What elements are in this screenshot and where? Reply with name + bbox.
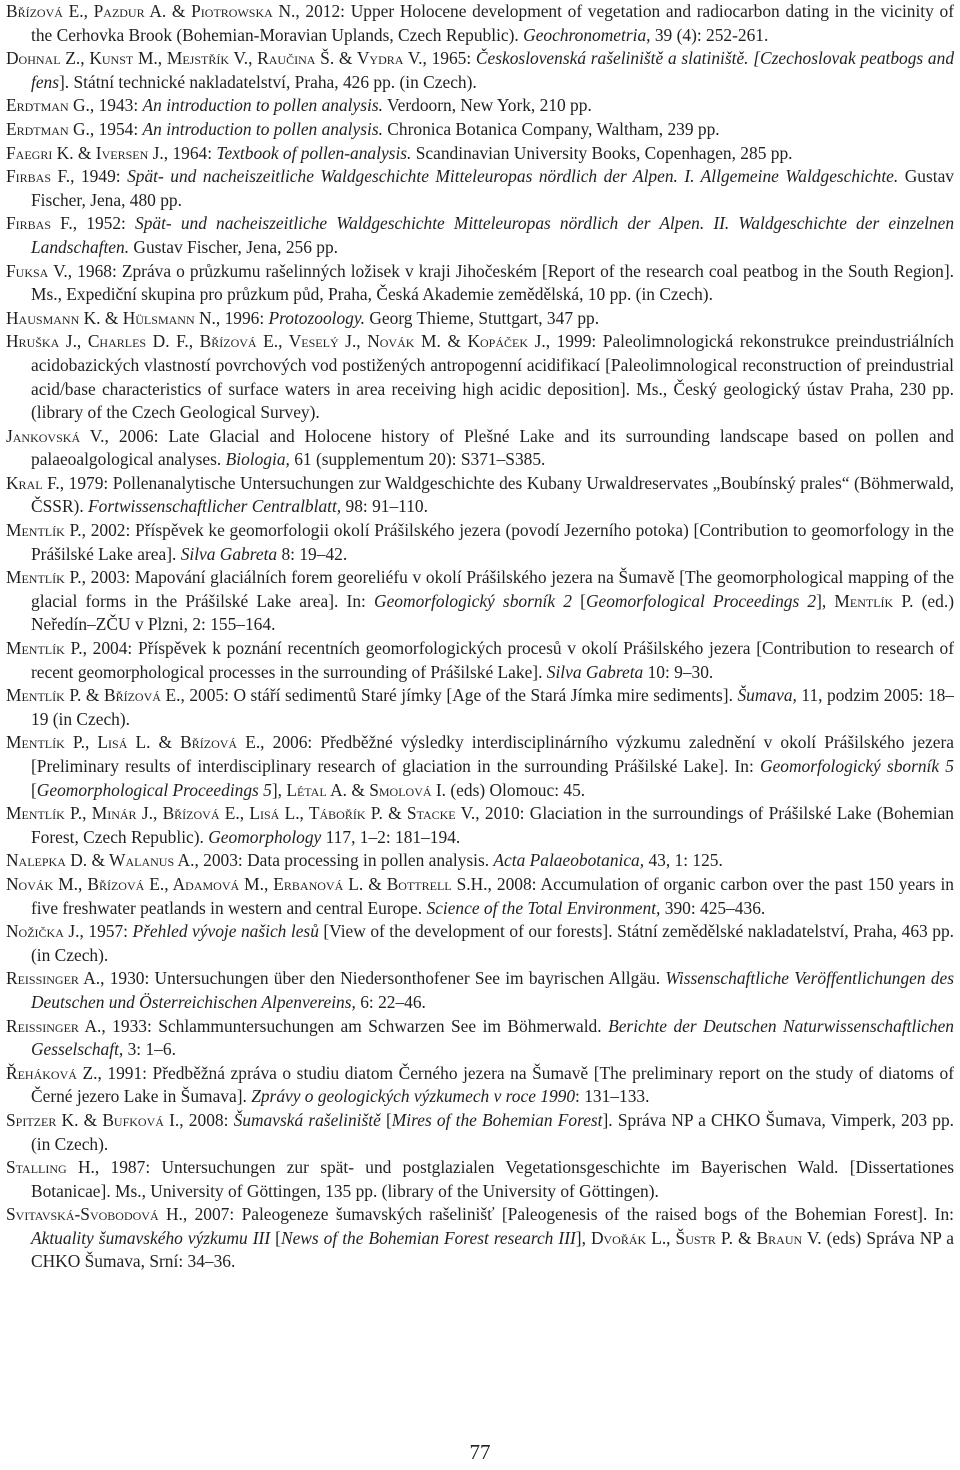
ref-authors: Fuksa V. <box>6 260 68 281</box>
ref-italic: Spät- und nacheiszeitliche Waldgeschichte Mitteleuropas nördlich der Alpen. II. Waldgeschichte der einzelnen Landschaften. <box>31 213 955 257</box>
ref-italic: Geomorphological Proceedings 5 <box>36 779 272 800</box>
reference-entry <box>6 566 954 637</box>
ref-italic: Aktuality šumavského výzkumu III <box>31 1227 271 1248</box>
ref-authors: Firbas F. <box>6 213 73 234</box>
reference-entry <box>6 1109 954 1156</box>
ref-text: 390: 425–436. <box>660 897 766 918</box>
reference-entry <box>6 472 954 519</box>
reference-entry <box>6 142 954 166</box>
ref-text: 43, 1: 125. <box>644 850 723 871</box>
ref-italic: Silva Gabreta <box>180 543 278 564</box>
ref-italic: Československá rašeliniště a slatiniště. [ <box>475 48 761 69</box>
ref-text: , 2004: Příspěvek k poznání recentních geomorfologických procesů v okolí Prášilského jezera [Contribution to research of recent geomorphological processes in the surrounding of Prášilské Lake]. <box>31 638 954 682</box>
ref-italic: Geomorfologický sborník 5 <box>760 756 954 776</box>
ref-text: (eds) Správa NP a CHKO Šumava, Srní: 34–36. <box>31 1227 955 1272</box>
ref-text: 10: 9–30. <box>643 661 714 682</box>
ref-text: , 1964: <box>163 142 217 163</box>
ref-text: , 1991: Předběžná zpráva o studiu diatom Černého jezera na Šumavě [The preliminary report on the study of diatoms of Černé jezero Lake in Šumava]. <box>31 1062 954 1107</box>
ref-text: , 1965: <box>422 48 476 69</box>
ref-authors: Dohnal Z., Kunst M., Mejstřík V., Raučina Š. & Vydra V. <box>6 48 423 69</box>
reference-entry <box>6 260 954 307</box>
ref-italic: Wissenschaftliche Veröffentlichungen des Deutschen und Österreichischen Alpenvereins, <box>31 968 955 1012</box>
ref-italic: Mires of the Bohemian Forest <box>391 1109 603 1130</box>
ref-text: 98: 91–110. <box>341 496 428 517</box>
ref-authors: Erdtman G. <box>6 118 90 139</box>
reference-entry <box>6 849 954 873</box>
page-number: 77 <box>469 1440 491 1464</box>
ref-authors: Mentlík P., Lisá L. & Břízová E. <box>6 732 261 753</box>
ref-text: [View of the development of our forests]. Státní zemědělské nakladatelství, Praha, 463 pp. (in Czech). <box>31 921 954 965</box>
reference-entry <box>6 519 954 566</box>
ref-text: Verdoorn, New York, 210 pp. <box>382 95 592 116</box>
ref-italic: An introduction to pollen analysis. <box>142 95 383 116</box>
ref-text: : 131–133. <box>575 1086 650 1107</box>
reference-entry <box>6 684 954 731</box>
ref-authors: Mentlík P. <box>834 590 914 611</box>
ref-text: , 1933: Schlammuntersuchungen am Schwarzen See im Böhmerwald. <box>101 1015 609 1036</box>
ref-authors: Řeháková Z. <box>6 1062 98 1083</box>
ref-text: 8: 19–42. <box>277 543 348 564</box>
ref-authors: Spitzer K. & Bufková I. <box>6 1109 180 1130</box>
ref-italic: Acta Palaeobotanica, <box>493 850 645 871</box>
reference-entry <box>6 47 954 94</box>
ref-text: , 2008: <box>179 1109 234 1130</box>
ref-text: , 1943: <box>89 95 143 116</box>
reference-entry <box>6 873 954 920</box>
ref-text: 6: 22–46. <box>355 991 426 1012</box>
ref-authors: Reissinger A. <box>6 968 101 989</box>
reference-entry <box>6 330 954 424</box>
ref-italic: Spät- und nacheiszeitliche Waldgeschichte Mitteleuropas nördlich der Alpen. I. Allgemeine Waldgeschichte. <box>127 166 899 187</box>
ref-text: Chronica Botanica Company, Waltham, 239 pp. <box>382 118 720 139</box>
ref-italic: Science of the Total Environment, <box>426 897 661 918</box>
ref-text: , 1957: <box>79 921 133 942</box>
ref-text: , 2003: Mapování glaciálních forem georeliéfu v okolí Prášilského jezera na Šumavě [The geomorphological mapping of the glacial forms in the Prášilské Lake area]. In: <box>31 567 954 611</box>
ref-authors: Dvořák L., Šustr P. & Braun V. <box>590 1227 822 1248</box>
reference-entry <box>6 1062 954 1109</box>
ref-text: (eds) Olomouc: 45. <box>446 779 586 800</box>
ref-text: , 1968: Zpráva o průzkumu rašelinných ložisek v kraji Jihočeském [Report of the research coal peatbog in the South Region]. Ms., Expediční skupina pro průzkum půd, Praha, Česká Akademie zemědělská, 10 pp. (in Czech). <box>31 260 954 305</box>
reference-entry <box>6 165 954 212</box>
ref-italic: Přehled vývoje našich lesů <box>132 921 319 942</box>
reference-entry <box>6 212 954 259</box>
ref-text: , 1954: <box>89 118 143 139</box>
ref-text: ], <box>575 1227 591 1248</box>
ref-text: , 2003: Data processing in pollen analysis. <box>194 850 494 871</box>
ref-text: , 1987: Untersuchungen zur spät- und postglazialen Vegetationsgeschichte im Bayerischen Wald. [Dissertationes Botanicae]. Ms., University of Göttingen, 135 pp. (library of the University of Göttingen). <box>31 1157 955 1201</box>
ref-italic: Geomorfological Proceedings 2 <box>585 590 817 611</box>
ref-text: 3: 1–6. <box>123 1039 176 1060</box>
ref-italic: Šumava, <box>737 685 797 706</box>
ref-text: , 2002: Příspěvek ke geomorfologii okolí Prášilského jezera (povodí Jezerního potoka) [Contribution to geomorfology in the Prášilské Lake area]. <box>31 520 954 564</box>
ref-italic: Berichte der Deutschen Naturwissenschaftlichen Gesselschaft, <box>31 1015 954 1060</box>
reference-entry <box>6 637 954 684</box>
ref-authors: Mentlík P., Minár J., Břízová E., Lisá L., Tábořík P. & Stacke V. <box>6 803 476 824</box>
ref-text: ], <box>271 779 287 800</box>
ref-authors: Svitavská-Svobodová H. <box>6 1204 183 1225</box>
ref-text: , 1930: Untersuchungen über den Niedersonthofener See im bayrischen Allgäu. <box>100 968 666 989</box>
ref-italic: An introduction to pollen analysis. <box>142 118 383 139</box>
ref-text: [ <box>31 779 37 800</box>
ref-authors: Břízová E., Pazdur A. & Piotrowska N. <box>6 1 296 21</box>
ref-text: 61 (supplementum 20): S371–S385. <box>289 449 546 470</box>
ref-italic: Textbook of pollen-analysis. <box>216 142 412 163</box>
ref-italic: Protozoology. <box>268 307 365 328</box>
ref-italic: News of the Bohemian Forest research III <box>280 1227 576 1248</box>
ref-text: , 2010: Glaciation in the surroundings of Prášilské Lake (Bohemian Forest, Czech Republic). <box>31 803 954 847</box>
ref-text: [ <box>270 1227 281 1248</box>
ref-italic: Šumavská rašeliniště <box>233 1109 381 1130</box>
ref-text: , 2007: Paleogeneze šumavských rašelinišť [Paleogenesis of the raised bogs of the Bohemian Forest]. In: <box>182 1204 954 1225</box>
ref-italic: Geomorphology <box>208 826 322 847</box>
ref-authors: Erdtman G. <box>6 95 90 116</box>
ref-authors: Mentlík P. <box>6 520 82 541</box>
reference-entry <box>6 118 954 142</box>
ref-italic: Fortwissenschaftlicher Centralblatt, <box>88 496 342 517</box>
ref-text: Scandinavian University Books, Copenhagen, 285 pp. <box>411 142 793 163</box>
reference-entry <box>6 94 954 118</box>
ref-authors: Mentlík P. <box>6 638 83 659</box>
ref-text: ], <box>816 590 835 611</box>
ref-italic: Silva Gabreta <box>546 661 644 682</box>
ref-text: 11, podzim 2005: 18–19 (in Czech). <box>31 685 954 729</box>
reference-entry <box>6 1015 954 1062</box>
ref-authors: Faegri K. & Iversen J. <box>6 142 164 163</box>
ref-authors: Jankovská V. <box>6 425 105 446</box>
ref-text: , 2006: Late Glacial and Holocene history of Plešné Lake and its surrounding landscape based on pollen and palaeoalgological analyses. <box>31 425 954 470</box>
reference-entry <box>6 307 954 331</box>
reference-entry <box>6 1203 954 1274</box>
ref-authors: Reissinger A. <box>6 1015 102 1036</box>
ref-text: , 1952: <box>72 213 135 234</box>
reference-list <box>6 0 954 1274</box>
ref-authors: Novák M., Břízová E., Adamová M., Erbanová L. & Bottrell S.H. <box>6 873 488 894</box>
reference-entry <box>6 967 954 1014</box>
ref-text: , 1996: <box>215 307 269 328</box>
reference-entry <box>6 920 954 967</box>
ref-italic: Czechoslovak peatbogs and fens <box>31 48 955 92</box>
ref-authors: Mentlík P. <box>6 567 82 588</box>
ref-authors: Létal A. & Smolová I. <box>286 779 447 800</box>
ref-italic: Biologia, <box>225 449 290 470</box>
ref-authors: Firbas F. <box>6 166 71 187</box>
ref-text: , 2008: Accumulation of organic carbon over the past 150 years in five freshwater peatlands in western and central Europe. <box>31 873 954 918</box>
ref-italic: Geomorfologický sborník 2 <box>374 590 572 611</box>
ref-text: 39 (4): 252-261. <box>650 24 769 45</box>
ref-text: , 1999: Paleolimnologická rekonstrukce preindustriálních acidobazických vlastností povrchových vod postižených antropogenní acidifikací [Paleolimnological reconstruction of preindustrial acid/base characteristics of surface waters in area receiving high acidic deposition]. Ms., Český geologický ústav Praha, 230 pp. (library of the Czech Geological Survey). <box>31 331 954 423</box>
ref-authors: Hausmann K. & Hülsmann N. <box>6 307 216 328</box>
reference-entry <box>6 1156 954 1203</box>
ref-text: 117, 1–2: 181–194. <box>321 826 461 847</box>
ref-text: ]. Správa NP a CHKO Šumava, Vimperk, 203 pp. (in Czech). <box>31 1109 955 1154</box>
ref-authors: Kral F. <box>6 472 60 493</box>
reference-entry <box>6 802 954 849</box>
ref-text: , 1949: <box>70 166 128 187</box>
ref-text: (ed.) Neředín–ZČU v Plzni, 2: 155–164. <box>31 590 954 635</box>
ref-text: , 2005: O stáří sedimentů Staré jímky [Age of the Stará Jímka mire sediments]. <box>180 685 738 706</box>
ref-authors: Hruška J., Charles D. F., Břízová E., Veselý J., Novák M. & Kopáček J. <box>6 331 546 352</box>
ref-authors: Stalling H. <box>6 1157 95 1178</box>
ref-text: [ <box>380 1109 392 1130</box>
ref-text: ]. Státní technické nakladatelství, Praha, 426 pp. (in Czech). <box>59 71 477 92</box>
ref-text: [ <box>571 590 586 611</box>
ref-text: Gustav Fischer, Jena, 256 pp. <box>129 236 338 257</box>
ref-text: , 2006: Předběžné výsledky interdisciplinárního výzkumu zalednění v okolí Prášilského jezera [Preliminary results of interdisciplinary research of glaciation in the surrounding Prášilské Lake]. In: <box>31 732 954 776</box>
reference-entry <box>6 425 954 472</box>
ref-italic: Zprávy o geologických výzkumech v roce 1990 <box>251 1086 576 1107</box>
ref-authors: Mentlík P. & Břízová E. <box>6 685 181 706</box>
ref-text: , 2012: Upper Holocene development of vegetation and radiocarbon dating in the vicinity of the Cerhovka Brook (Bohemian-Moravian Uplands, Czech Republic). <box>31 1 954 45</box>
ref-text: , 1979: Pollenanalytische Untersuchungen zur Waldgeschichte des Kubany Urwaldreservates „Boubínský prales“ (Böhmerwald, ČSSR). <box>31 472 954 517</box>
ref-text: Gustav Fischer, Jena, 480 pp. <box>31 166 955 210</box>
ref-italic: Geochronometria, <box>523 24 651 45</box>
ref-authors: Nalepka D. & Walanus A. <box>6 850 195 871</box>
reference-entry <box>6 731 954 802</box>
ref-text: Georg Thieme, Stuttgart, 347 pp. <box>365 307 600 328</box>
reference-entry <box>6 0 954 47</box>
ref-authors: Nožička J. <box>6 921 80 942</box>
